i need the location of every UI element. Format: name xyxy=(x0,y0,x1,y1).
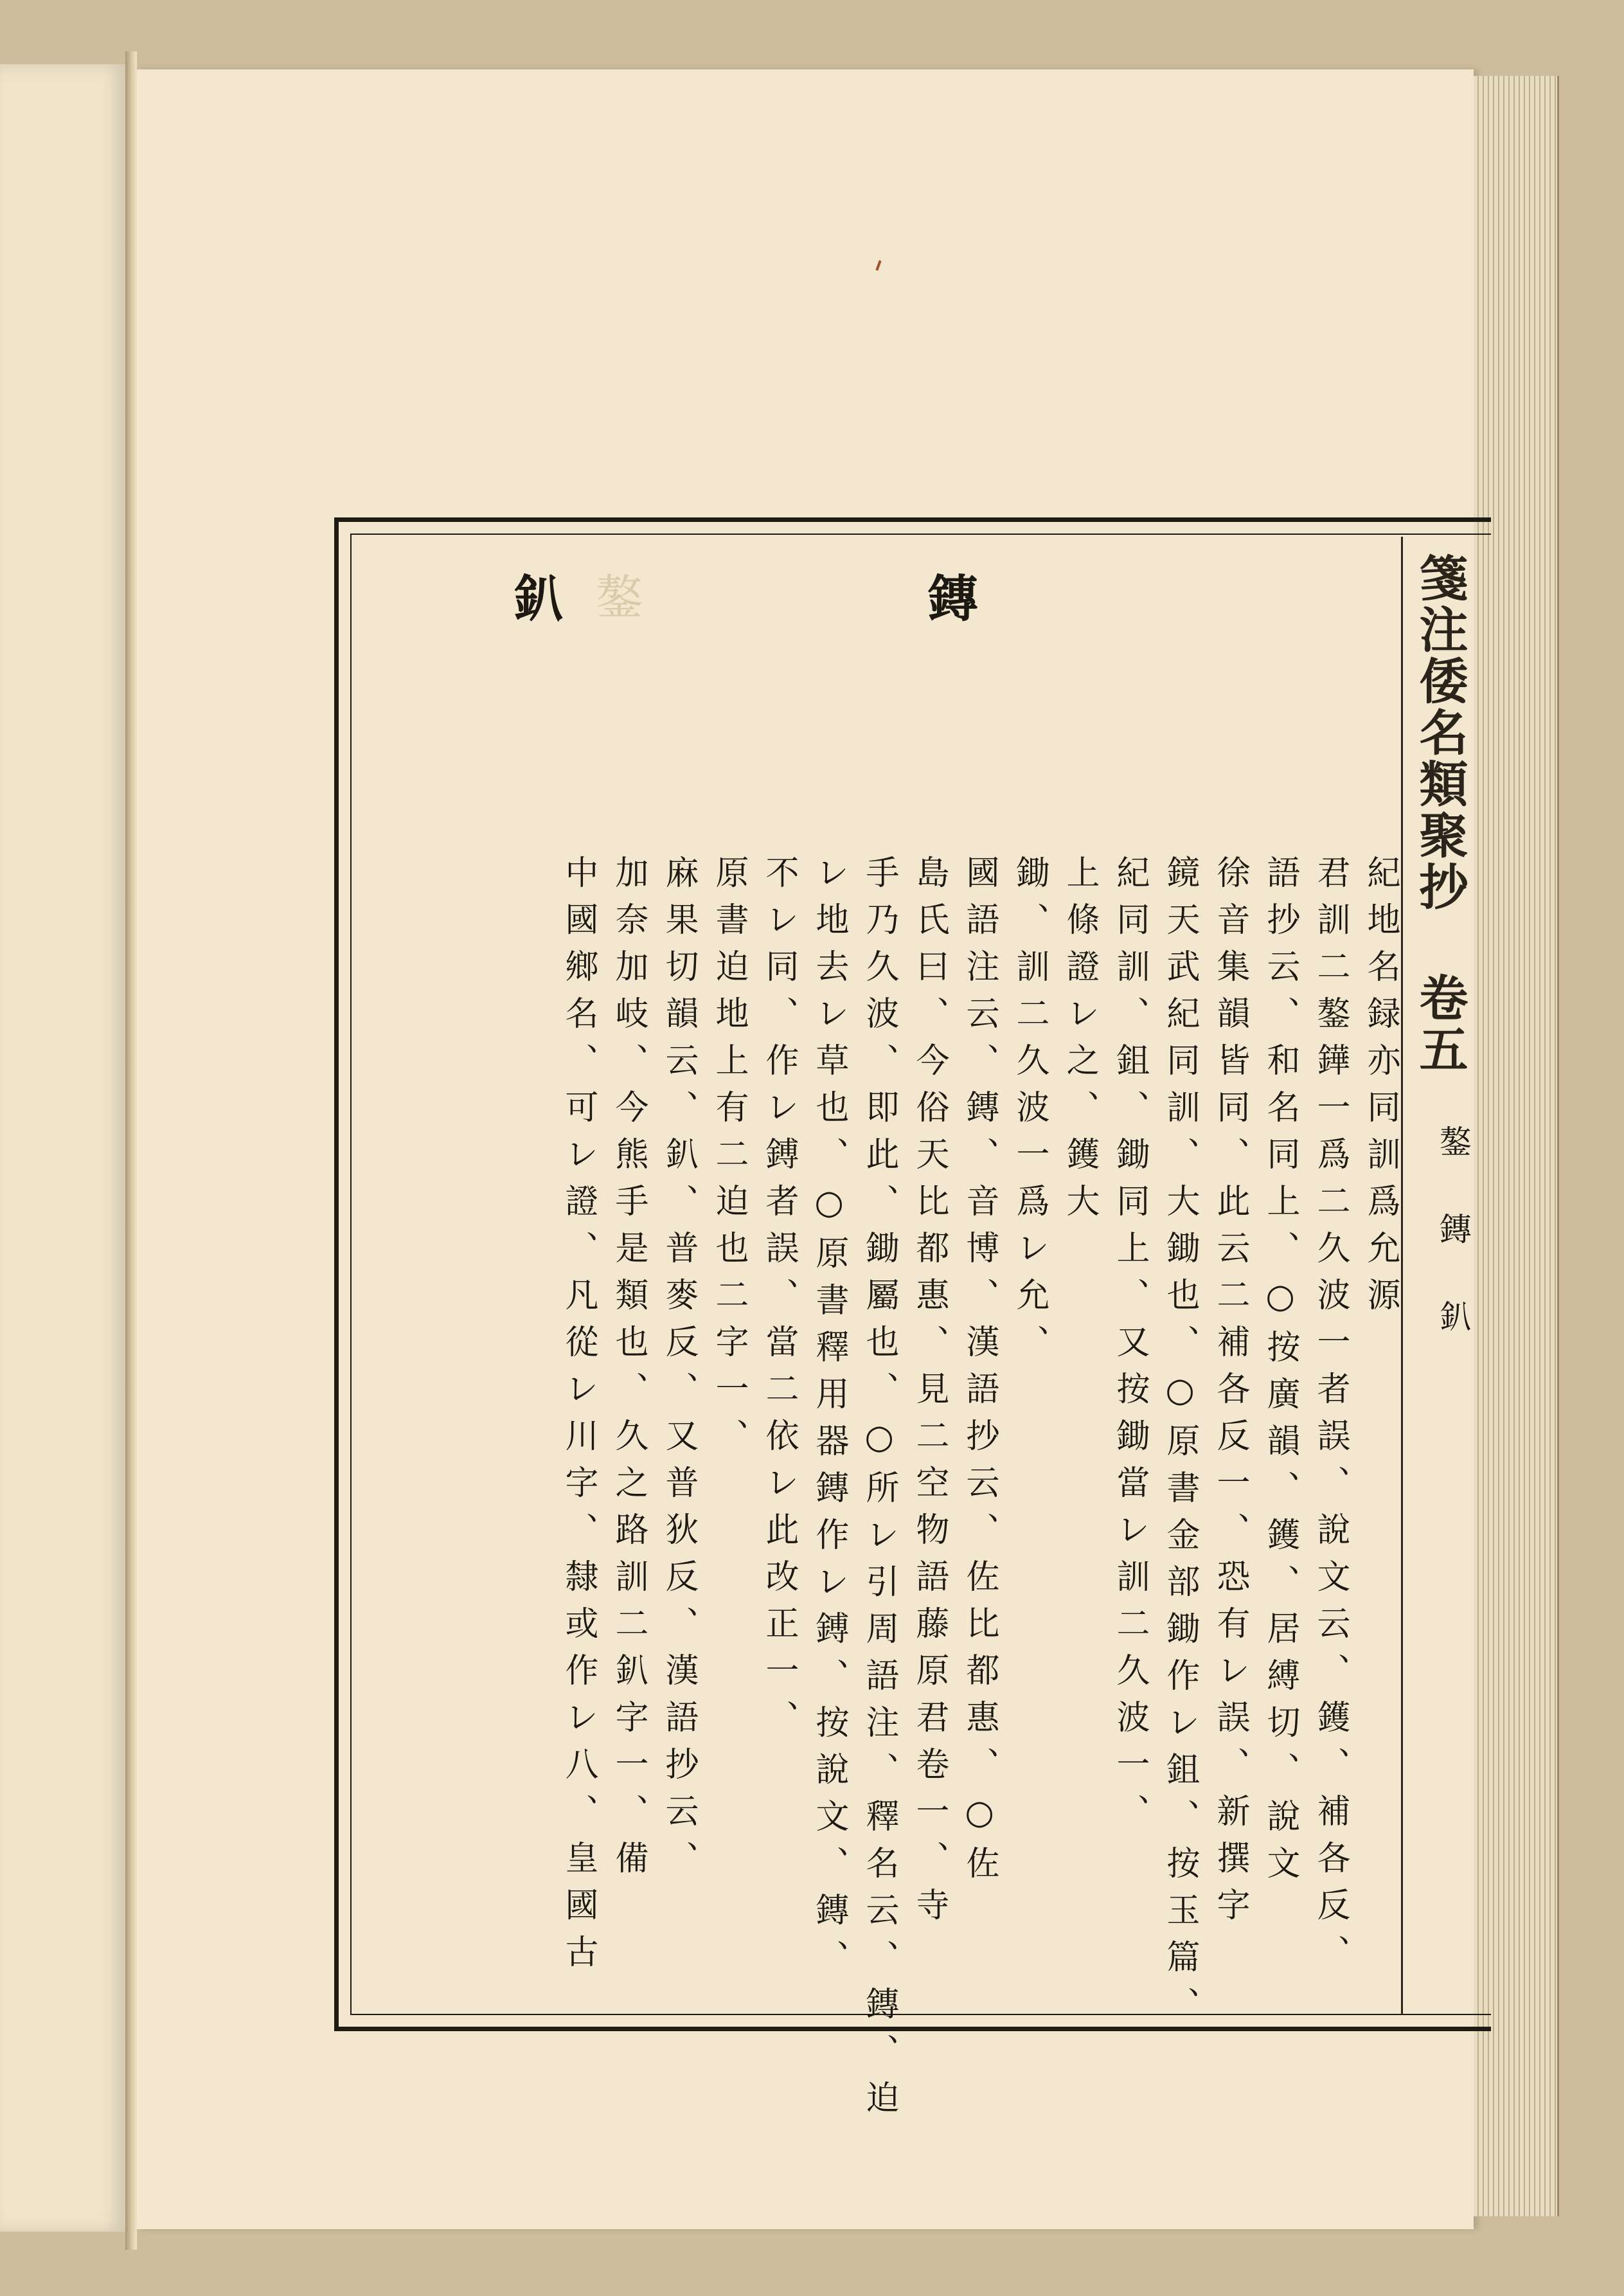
text-column: 紀同訓、鉏、鋤同上、又按鋤當レ訓二久波一、 xyxy=(1111,855,1149,1840)
headword-show-through: 鏊 xyxy=(588,572,643,620)
text-column: 國語注云、鏄、音博、漢語抄云、佐比都惠、○佐 xyxy=(960,855,999,1892)
text-column: 原書迫地上有二迫也二字一、 xyxy=(709,855,748,1465)
text-column: 島氏曰、今俗天比都惠、見二空物語藤原君卷一、寺 xyxy=(910,855,949,1934)
text-column: 鋤、訓二久波一爲レ允、 xyxy=(1010,855,1049,1371)
text-column: 徐音集韻皆同、此云二補各反一、恐有レ誤、新撰字 xyxy=(1211,855,1249,1934)
left-page xyxy=(0,64,127,2232)
text-column: 手乃久波、即此、鋤屬也、○所レ引周語注、釋名云、鏄、迫 xyxy=(860,855,898,2127)
text-column: 不レ同、作レ鎛者誤、當二依レ此改正一、 xyxy=(760,855,798,1746)
headword-bo: 鏄 xyxy=(920,572,978,622)
text-column: 紀地名録亦同訓爲允源 xyxy=(1361,855,1400,1324)
body-text xyxy=(553,855,1405,2127)
text-column: 上條證レ之、鑊大 xyxy=(1060,855,1099,1230)
text-column: 中國鄉名、可レ證、凡從レ川字、隸或作レ八、皇國古 xyxy=(559,855,598,1981)
headword-ba: 釟 xyxy=(505,572,564,622)
text-column: 鏡天武紀同訓、大鋤也、○原書金部鋤作レ鉏、按玉篇、 xyxy=(1161,855,1199,2033)
text-column: 麻果切韻云、釟、普麥反、又普狄反、漢語抄云、 xyxy=(659,855,698,1887)
running-title: 箋注倭名類聚抄 卷五 xyxy=(1411,553,1468,1075)
text-column: 語抄云、和名同上、○按廣韻、鑊、居縛切、說文 xyxy=(1261,855,1299,1892)
book-gutter xyxy=(125,51,137,2250)
text-column: 君訓二鏊鏵一爲二久波一者誤、說文云、鑊、補各反、 xyxy=(1311,855,1350,1981)
side-index: 鏊 鏄 釟 xyxy=(1434,1125,1472,1341)
text-column: レ地去レ草也、○原書釋用器鏄作レ鎛、按說文、鏄、 xyxy=(810,855,848,1986)
text-column: 加奈加岐、今熊手是類也、久之路訓二釟字一、備 xyxy=(609,855,648,1887)
